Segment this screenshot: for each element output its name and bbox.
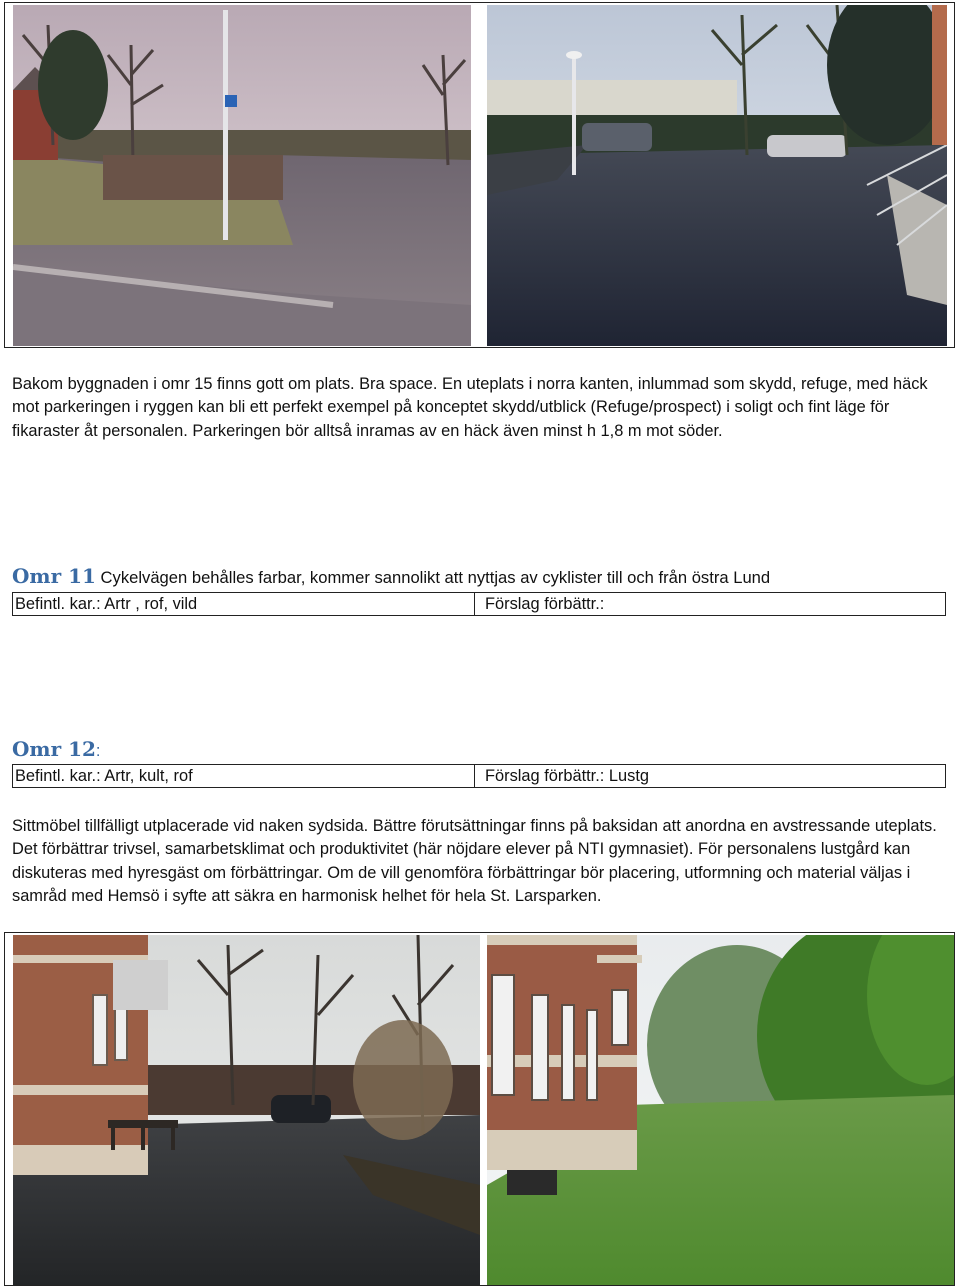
photo-street-corner	[13, 5, 471, 346]
omr12-befintl: Befintl. kar.: Artr, kult, rof	[13, 765, 475, 787]
omr11-heading	[12, 564, 952, 588]
photo-lawn-garden	[487, 935, 954, 1285]
omr12-forslag: Förslag förbättr.: Lustg	[485, 767, 649, 785]
omr12-info-table	[12, 764, 946, 788]
photo-building-courtyard	[13, 935, 480, 1285]
omr12-number: Omr 12	[12, 737, 96, 761]
photo-parking-lot	[487, 5, 947, 346]
omr12-heading	[12, 737, 952, 761]
paragraph-omr12-description: Sittmöbel tillfälligt utplacerade vid naken sydsida. Bättre förutsättningar finns på baksidan att anordna en avstressande uteplats. Det förbättrar trivsel, samarbetsklimat och produktivitet (här nöjdare elever på NTI gymnasiet). För personalens lustgård kan diskuteras med hyresgäst om förbättringar. Om de vill genomföra förbättringar bör placering, utformning och material väljas i samråd med Hemsö i syfte att säkra en harmonisk helhet för hela St. Larsparken.	[12, 817, 937, 906]
paragraph-omr15-description: Bakom byggnaden i omr 15 finns gott om plats. Bra space. En uteplats i norra kanten, inlummad som skydd, refuge, med häck mot parkeringen i ryggen kan bli ett perfekt exempel på konceptet skydd/utblick (Refuge/prospect) i soligt och fint läge för fikaraster åt personalen. Parkeringen bör alltså inramas av en häck även minst h 1,8 m mot söder.	[12, 375, 928, 440]
omr11-description: Cykelvägen behålles farbar, kommer sannolikt att nyttjas av cyklister till och från östra Lund	[95, 568, 771, 587]
omr11-forslag: Förslag förbättr.:	[485, 595, 605, 613]
omr11-info-table	[12, 592, 946, 616]
omr12-colon: :	[95, 741, 101, 760]
omr11-befintl: Befintl. kar.: Artr , rof, vild	[13, 593, 475, 615]
omr11-number: Omr 11	[12, 564, 96, 588]
